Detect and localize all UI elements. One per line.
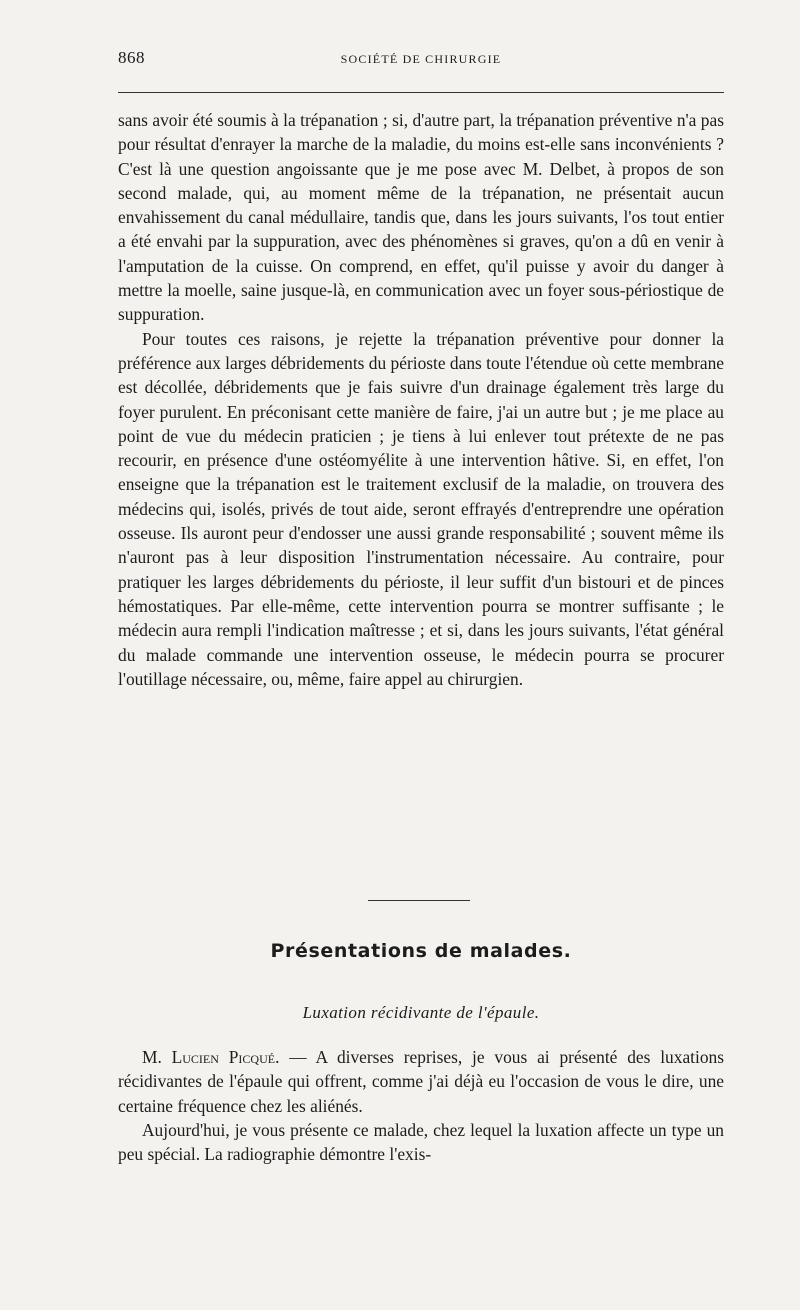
section-subtitle: Luxation récidivante de l'épaule. bbox=[302, 1003, 540, 1022]
running-title: SOCIÉTÉ DE CHIRURGIE bbox=[340, 52, 502, 66]
body-text-block bbox=[118, 108, 724, 691]
paragraph: Pour toutes ces raisons, je rejette la trépanation préventive pour donner la préférence aux larges débridements du périoste dans toute l'étendue où cette membrane est décollée, débridements que je fais suivre d'un drainage également très large du foyer purulent. En préconisant cette manière de faire, j'ai un autre but ; je me place au point de vue du médecin praticien ; je tiens à lui enlever tout prétexte de ne pas recourir, en présence d'une ostéomyélite à une intervention hâtive. Si, en effet, l'on enseigne que la trépanation est le traitement exclusif de la maladie, on trouvera des médecins qui, isolés, privés de tout aide, seront effrayés d'entreprendre une opération osseuse. Ils auront peur d'endosser une aussi grande responsabilité ; souvent même ils n'auront pas à leur disposition l'instrumentation nécessaire. Au contraire, pour pratiquer les larges débridements du périoste, il leur suffit d'un bistouri et de pinces hémostatiques. Par elle-même, cette intervention pourra se montrer suffisante ; le médecin aura rempli l'indication maîtresse ; et si, dans les jours suivants, l'état général du malade commande une intervention osseuse, le médecin pourra se procurer l'outillage nécessaire, ou, même, faire appel au chirurgien. bbox=[118, 328, 724, 689]
section-separator-rule bbox=[368, 900, 470, 901]
section-title: Présentations de malades. bbox=[270, 940, 572, 962]
page-number: 868 bbox=[118, 48, 145, 67]
header-rule bbox=[118, 92, 724, 93]
page-header bbox=[118, 44, 724, 74]
paragraph-continued: sans avoir été soumis à la trépanation ; si, d'autre part, la trépanation préventive n'a pas pour résultat d'enrayer la marche de la maladie, du moins est-elle sans inconvénients ? C'est là une question angoissante que je me pose avec M. Delbet, à propos de son second malade, qui, au moment même de la trépanation, ne présentait aucun envahissement du canal médullaire, tandis que, dans les jours suivants, l'os tout entier a été envahi par la suppuration, avec des phénomènes si graves, qu'on a dû en venir à l'amputation de la cuisse. On comprend, en effet, qu'il puisse y avoir du danger à mettre la moelle, saine jusque-là, en communication avec un foyer sous-périostique de suppuration. bbox=[118, 110, 724, 325]
section-body-text bbox=[118, 1045, 724, 1166]
paragraph: Aujourd'hui, je vous présente ce malade, chez lequel la luxation affecte un type un peu spécial. La radiographie démontre l'exis- bbox=[118, 1119, 724, 1165]
paragraph-speaker bbox=[118, 1045, 724, 1118]
speaker-text: — A diverses reprises, je vous ai présenté des luxations récidivantes de l'épaule qui offrent, comme j'ai déjà eu l'occasion de vous le dire, une certaine fréquence chez les aliénés. bbox=[118, 1047, 724, 1116]
speaker-name: M. Lucien Picqué. bbox=[142, 1047, 280, 1067]
